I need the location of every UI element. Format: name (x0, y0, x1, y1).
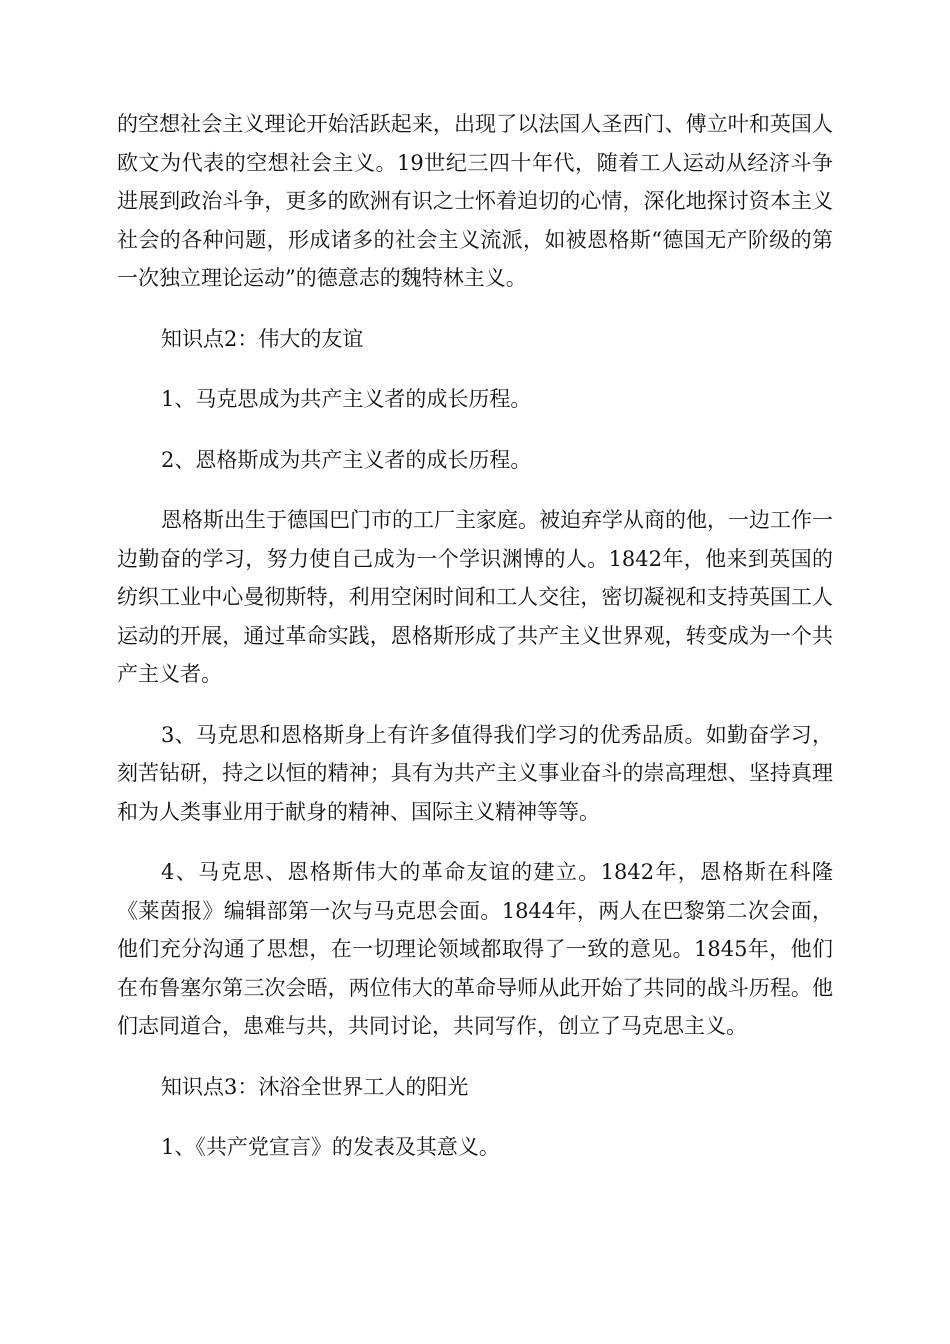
section-heading-knowledge-point-3: 知识点3：沐浴全世界工人的阳光 (161, 1074, 469, 1099)
paragraph-engels-biography: 恩格斯出生于德国巴门市的工厂主家庭。被迫弃学从商的他，一边工作一边勤奋的学习，努力使自己成为一个学识渊博的人。1842年，他来到英国的纺织工业中心曼彻斯特，利用空闲时间和工人交往，密切凝视和支持英国工人运动的开展，通过革命实践，恩格斯形成了共产主义世界观，转变成为一个共产主义者。 (117, 508, 833, 686)
list-item-communist-manifesto: 1、《共产党宣言》的发表及其意义。 (161, 1135, 500, 1159)
list-item-engels-growth: 2、恩格斯成为共产主义者的成长历程。 (161, 447, 532, 472)
list-item-friendship: 4、马克思、恩格斯伟大的革命友谊的建立。1842年，恩格斯在科隆《莱茵报》编辑部第一次与马克思会面。1844年，两人在巴黎第二次会面，他们充分沟通了思想，在一切理论领域都取得了一致的意见。1845年，他们在布鲁塞尔第三次会晤，两位伟大的革命导师从此开始了共同的战斗历程。他们志同道合，患难与共，共同讨论，共同写作，创立了马克思主义。 (117, 860, 833, 1038)
paragraph-utopian-socialism: 的空想社会主义理论开始活跃起来，出现了以法国人圣西门、傅立叶和英国人欧文为代表的空想社会主义。19世纪三四十年代，随着工人运动从经济斗争进展到政治斗争，更多的欧洲有识之士怀着迫切的心情，深化地探讨资本主义社会的各种问题，形成诸多的社会主义流派，如被恩格斯“德国无产阶级的第一次独立理论运动”的德意志的魏特林主义。 (117, 112, 833, 290)
document-page (117, 105, 833, 1189)
section-heading-knowledge-point-2: 知识点2：伟大的友谊 (161, 326, 364, 351)
list-item-marx-growth: 1、马克思成为共产主义者的成长历程。 (161, 387, 532, 411)
list-item-qualities: 3、马克思和恩格斯身上有许多值得我们学习的优秀品质。如勤奋学习，刻苦钻研，持之以恒的精神；具有为共产主义事业奋斗的崇高理想、坚持真理和为人类事业用于献身的精神、国际主义精神等等。 (117, 722, 833, 824)
